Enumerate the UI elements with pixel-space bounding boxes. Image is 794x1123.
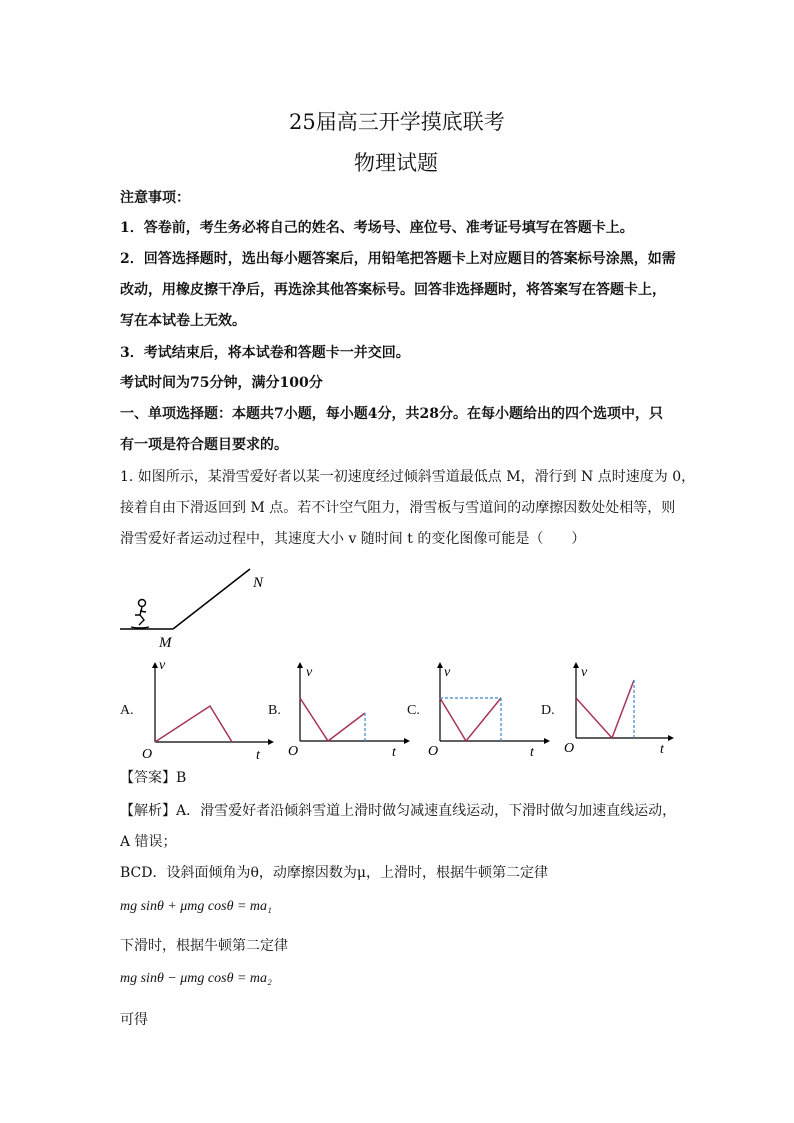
answer-tag: 【答案】 (120, 770, 176, 786)
exam-time: 考试时间为75分钟，满分100分 (120, 375, 323, 391)
graph-a-curve (155, 706, 232, 742)
graph-d-origin: O (564, 741, 575, 756)
graph-a-origin: O (142, 747, 153, 762)
notice-item-2-line-2: 改动，用橡皮擦干净后，再选涂其他答案标号。回答非选择题时，将答案写在答题卡上， (120, 282, 666, 298)
analysis-line-2: A 错误； (120, 834, 177, 850)
analysis-line-4: 下滑时，根据牛顿第二定律 (120, 938, 288, 954)
section-1-line-1: 一、单项选择题：本题共7小题，每小题4分，共28分。在每小题给出的四个选项中，只 (120, 406, 663, 422)
question-1-line-3: 滑雪爱好者运动过程中，其速度大小 v 随时间 t 的变化图像可能是（ ） (120, 531, 586, 547)
notice-heading: 注意事项： (120, 190, 190, 206)
question-1-line-2: 接着自由下滑返回到 M 点。若不计空气阻力，滑雪板与雪道间的动摩擦因数处处相等，则 (120, 500, 676, 516)
graph-a (140, 658, 275, 768)
notice-item-2-line-1: 2．回答选择题时，选出每小题答案后，用铅笔把答题卡上对应题目的答案标号涂黑，如需 (120, 251, 676, 267)
analysis-line-1-text: A．滑雪爱好者沿倾斜雪道上滑时做匀减速直线运动，下滑时做匀加速直线运动， (176, 803, 677, 819)
notice-item-3: 3．考试结束后，将本试卷和答题卡一并交回。 (120, 345, 410, 361)
graph-b-origin: O (288, 744, 299, 759)
option-c-label: C. (407, 703, 420, 718)
option-b-label: B. (268, 703, 281, 718)
equation-2: mg sinθ − μmg cosθ = ma₂ (120, 971, 272, 986)
graph-d-v-label: v (581, 665, 588, 680)
analysis-line-1 (120, 800, 676, 820)
option-a-label: A. (120, 703, 134, 718)
option-d-label: D. (541, 703, 555, 718)
graph-c-origin: O (428, 744, 439, 759)
exam-subtitle: 物理试题 (354, 151, 438, 175)
graph-a-v-label: v (159, 658, 166, 673)
graph-c-t-label: t (530, 745, 534, 760)
slope-figure (115, 565, 275, 655)
graph-d-curve (576, 680, 634, 738)
label-N: N (253, 575, 264, 591)
graph-c (426, 658, 551, 768)
graph-c-curve (440, 698, 501, 741)
equation-1: mg sinθ + μmg cosθ = ma₁ (120, 899, 272, 914)
analysis-line-5: 可得 (120, 1012, 148, 1028)
analysis-tag: 【解析】 (120, 803, 176, 819)
answer-value: B (176, 770, 187, 786)
graph-b-t-label: t (392, 745, 396, 760)
exam-title: 25届高三开学摸底联考 (289, 110, 505, 134)
incline-line (173, 569, 250, 629)
answer-line (120, 767, 186, 787)
analysis-line-3: BCD．设斜面倾角为θ，动摩擦因数为μ，上滑时，根据牛顿第二定律 (120, 865, 549, 881)
graph-b-v-label: v (306, 665, 313, 680)
notice-item-2-line-3: 写在本试卷上无效。 (120, 313, 246, 329)
graph-c-v-label: v (444, 665, 451, 680)
question-1-line-1: 1. 如图所示，某滑雪爱好者以某一初速度经过倾斜雪道最低点 M，滑行到 N 点时速度为 0， (120, 469, 696, 485)
graph-b (286, 658, 411, 768)
graph-d-t-label: t (660, 742, 664, 757)
label-M: M (159, 635, 172, 651)
section-1-line-2: 有一项是符合题目要求的。 (120, 437, 288, 453)
graph-d (562, 658, 682, 768)
skier-icon (131, 600, 149, 629)
graph-b-curve (300, 698, 365, 741)
notice-item-1: 1．答卷前，考生务必将自己的姓名、考场号、座位号、准考证号填写在答题卡上。 (120, 220, 634, 236)
graph-a-t-label: t (256, 748, 260, 763)
